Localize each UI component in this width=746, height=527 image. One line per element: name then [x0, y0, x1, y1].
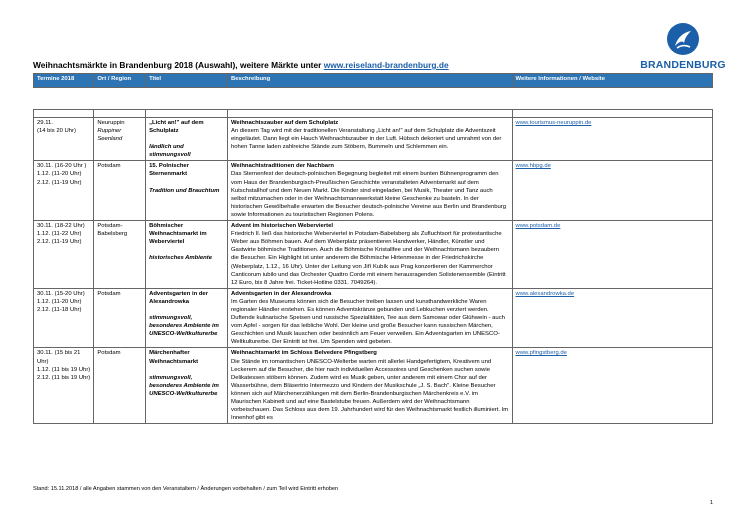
place-cell — [94, 348, 146, 424]
dates-cell — [34, 118, 94, 161]
title-text: Weihnachtsmärkte in Brandenburg 2018 (Auswahl), weitere Märkte unter — [33, 60, 324, 70]
date-line: 30.11. (18-22 Uhr) — [37, 223, 85, 230]
place-name: Neuruppin — [97, 120, 125, 126]
place-name: Potsdam — [97, 163, 121, 170]
column-header-dates: Termine 2018 — [34, 74, 94, 88]
logo-text: BRANDENBURG — [640, 59, 726, 71]
website-link[interactable]: www.alexandrowka.de — [515, 290, 575, 297]
description-cell — [227, 221, 512, 289]
date-line: 1.12. (11 bis 19 Uhr) — [37, 366, 91, 373]
website-cell — [512, 118, 713, 161]
region-name: Seenland — [97, 136, 123, 143]
website-cell — [512, 348, 713, 424]
dates-cell — [34, 221, 94, 289]
website-link[interactable]: www.reiseland-brandenburg.de — [323, 60, 449, 70]
market-tagline: stimmungsvoll, besonderes Ambiente im UNESCO-Weltkulturerbe — [149, 374, 219, 397]
title-cell — [146, 348, 228, 424]
description-title: Weihnachtsmarkt im Schloss Belvedere Pfingstberg — [230, 350, 377, 357]
market-title: Adventsgarten in der Alexandrowka — [149, 290, 208, 305]
dates-cell — [34, 288, 94, 348]
spacer-cell — [512, 110, 713, 118]
column-header-website: Weitere Informationen / Website — [512, 74, 713, 88]
footer-note: Stand: 15.11.2018 / alle Angaben stammen von den Veranstaltern / Änderungen vorbehalten / zum Teil wird Eintritt erhoben — [33, 486, 339, 492]
column-header-place: Ort / Region — [94, 74, 146, 88]
place-cell — [94, 161, 146, 221]
column-header-description: Beschreibung — [227, 74, 512, 88]
description-title: Weihnachtstraditionen der Nachbarn — [230, 163, 334, 170]
table-row — [34, 348, 713, 424]
header-row — [34, 74, 713, 88]
description-title: Weihnachtszauber auf dem Schulplatz — [230, 120, 339, 126]
date-line: 30.11. (16-20 Uhr ) — [37, 163, 87, 170]
market-title: „Licht an!" auf dem Schulplatz — [149, 120, 204, 135]
website-link[interactable]: www.tourismus-neuruppin.de — [515, 120, 592, 126]
table-row — [34, 118, 713, 161]
website-cell — [512, 288, 713, 348]
date-line: 2.12. (11-19 Uhr) — [37, 239, 82, 246]
place-name: Potsdam — [97, 350, 121, 357]
description-text: An diesem Tag wird mit der traditionellen Veranstaltung „Licht an!" auf dem Schulplatz die Adventszeit eingeläutet. Dann liegt ein Hauch Weihnachtszauber in der Luft. Hübsch dekoriert und umrahmt von der hohen Tanne laden zahlreiche Stände zum Stöbern, Bummeln und Schlemmen ein. — [230, 128, 502, 151]
market-tagline: Tradition und Brauchtum — [149, 187, 220, 194]
place-name: Potsdam — [97, 290, 121, 297]
website-link[interactable]: www.hbpg.de — [515, 163, 551, 170]
market-title: 15. Polnischer Sternenmarkt — [149, 163, 190, 178]
description-cell — [227, 288, 512, 348]
market-tagline: historisches Ambiente — [149, 255, 213, 262]
date-line: 2.12. (11-18 Uhr) — [37, 306, 82, 313]
description-text: Das Sternenfest der deutsch-polnischen Begegnung begleitet mit einem bunten Bühnenprogramm den vom Haus der Brandenburgisch-Preußischen Geschichte veranstalteten Adventsmarkt auf dem Kutschstallhof und dem Neuen Markt. Die Kinder sind eingeladen, bei Musik, Theater und Tanz auch selbst mitzumachen oder in der Weihnachtsmannwerkstatt kleine Geschenke zu basteln. In der historischen Gewölbehalle erwarten die Besucher deutsch-polnische Vereine aus Berlin und Brandenburg sowie Informationen zu touristischen Regionen Polens. — [230, 171, 507, 218]
place-cell — [94, 118, 146, 161]
market-title: Märchenhafter Weihnachtsmarkt — [149, 350, 199, 365]
events-table — [33, 109, 713, 424]
date-line: 2.12. (11-19 Uhr) — [37, 179, 82, 186]
spacer-cell — [227, 110, 512, 118]
place-name: Potsdam-Babelsberg — [97, 223, 128, 238]
date-line: 2.12. (11 bis 19 Uhr) — [37, 374, 91, 381]
website-link[interactable]: www.pfingstberg.de — [515, 350, 567, 357]
date-line: 1.12. (11-22 Uhr) — [37, 231, 82, 238]
description-cell — [227, 161, 512, 221]
place-cell — [94, 288, 146, 348]
description-text: Im Garten des Museums können sich die Besucher treiben lassen und kunsthandwerkliche Waren regionaler Händler erstehen. Es können Adventskränze gebunden und Lebkuchen verziert werden. Duftende kulinarische Speisen und russische Spezialitäten, Tee aus dem Samowar oder Glühwein - auch vom Apfel - sorgen für das leibliche Wohl. Der kleine und große Besucher kann russischen Märchen, Geschichten und Musik lauschen oder besinnlich am Feuer verweilen. Ein Adventsgarten im UNESCO- Weltkulturerbe. Der Eintritt ist frei. Um Spenden wird gebeten. — [230, 298, 505, 346]
market-tagline: stimmungsvoll, besonderes Ambiente im UNESCO-Weltkulturerbe — [149, 314, 219, 338]
description-cell — [227, 118, 512, 161]
dates-cell — [34, 161, 94, 221]
date-line: 1.12. (11-20 Uhr) — [37, 298, 82, 305]
title-cell — [146, 118, 228, 161]
brandenburg-logo — [638, 22, 728, 71]
page-number: 1 — [709, 500, 713, 506]
website-cell — [512, 221, 713, 289]
description-title: Adventsgarten in der Alexandrowka — [230, 290, 332, 297]
table-header — [33, 73, 713, 88]
spacer-cell — [146, 110, 228, 118]
date-line: 1.12. (11-20 Uhr) — [37, 171, 82, 178]
brandenburg-logo-icon — [666, 22, 700, 56]
title-cell — [146, 288, 228, 348]
website-link[interactable]: www.potsdam.de — [515, 223, 561, 230]
title-cell — [146, 221, 228, 289]
table-row — [34, 288, 713, 348]
title-cell — [146, 161, 228, 221]
region-name: Ruppiner — [97, 128, 122, 135]
market-tagline: ländlich und stimmungsvoll — [149, 144, 191, 159]
date-line: 29.11. — [37, 120, 53, 126]
date-line: (14 bis 20 Uhr) — [37, 128, 76, 135]
table-row — [34, 161, 713, 221]
document-title — [33, 60, 449, 70]
spacer-cell — [94, 110, 146, 118]
website-cell — [512, 161, 713, 221]
row-spacer — [34, 110, 713, 118]
description-text: Die Stände im romantischen UNESCO-Welterbe warten mit allerlei Handgefertigtem, Kreativem und Leckerem auf die Besucher, die hier nach individuellen Accessoires und Geschenken suchen sowie Delikatessen stöbern können. Zudem wird es Musik geben, unter anderem mit einem Chor auf der Wasserbühne, dem Bläsertrio Intermezzo und Kindern der Musikschule „J. S. Bach". Kleine Besucher können sich auf Märchenerzählungen mit dem Berlin-Brandenburgischen Märchenkreis e.V. im Maurischen Kabinett und auf eine Bastelstube freuen. Außerdem wird der Weihnachtsmann vorbeischauen. Das Schloss aus dem 19. Jahrhundert wird für den Weihnachtsmarkt festlich illuminiert. Im Innenhof gibt es — [230, 358, 509, 422]
date-line: 30.11. (15 bis 21 Uhr) — [37, 350, 81, 365]
dates-cell — [34, 348, 94, 424]
market-title: Böhmischer Weihnachtsmarkt im Weberviertel — [149, 223, 207, 246]
place-cell — [94, 221, 146, 289]
description-title: Advent im historischen Weberviertel — [230, 223, 333, 230]
spacer-cell — [34, 110, 94, 118]
description-text: Friedrich II. ließ das historische Weberviertel in Potsdam-Babelsberg als Zufluchtsort für protestantische Weber aus Böhmen bauen. Auf dem Weberplatz präsentieren Handwerker, Händler, Künstler und Gastwirte böhmische Traditionen. Auch die Böhmische Kristallfee und der Weihnachtsmann bezaubern die Besucher. Ein Highlight ist unter anderem die Böhmische Hirtenmesse in der Friedrichskirche (Weberplatz, 1.12., 16 Uhr). Unter der Leitung von Jiří Kubík aus Prag konzertieren der Kammerchor Canticorum iubilo und das Orchester Quattro Corde mit einem herausragenden Solistenensemble (Eintritt 12 Euro, bis 8 Jahre frei. Ticket-Hotline 0331. 7049264). — [230, 231, 506, 286]
description-cell — [227, 348, 512, 424]
date-line: 30.11. (15-20 Uhr) — [37, 290, 85, 297]
table-row — [34, 221, 713, 289]
column-header-title: Titel — [146, 74, 228, 88]
